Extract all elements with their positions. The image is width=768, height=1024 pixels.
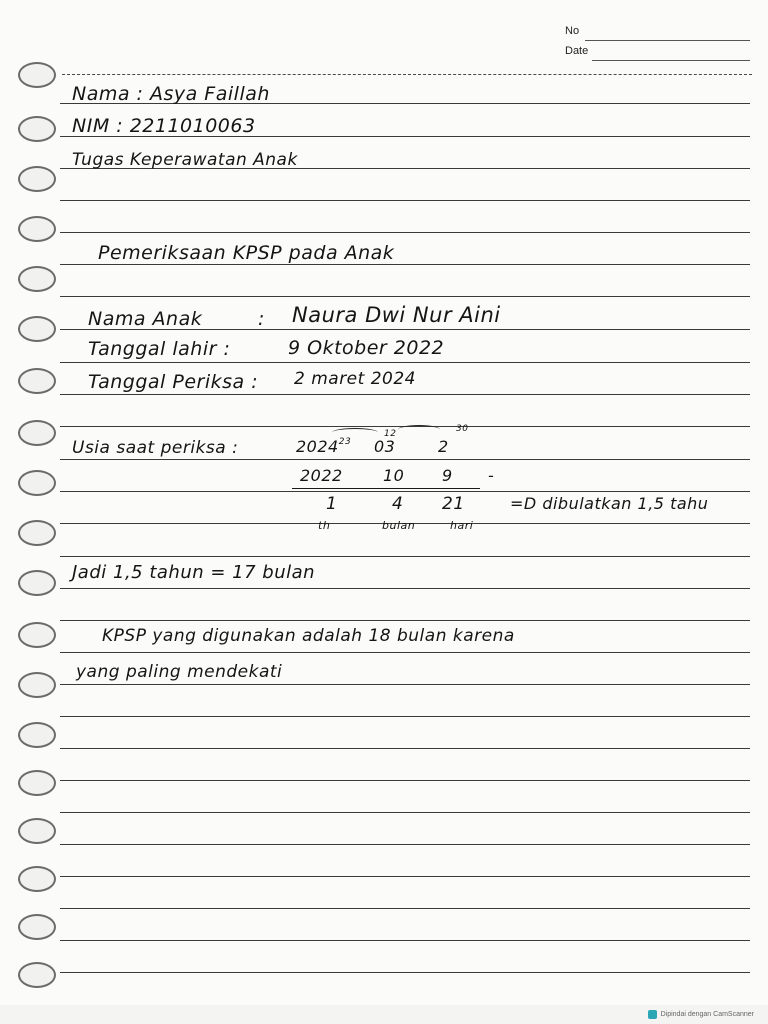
binder-hole bbox=[18, 866, 56, 892]
binder-hole bbox=[18, 914, 56, 940]
calc-row1-month-sup: 12 bbox=[384, 429, 397, 439]
calc-row1-year: 2024$^{23}$ bbox=[296, 437, 352, 456]
ruled-line bbox=[60, 748, 750, 749]
conclusion-line: Jadi 1,5 tahun = 17 bulan bbox=[72, 562, 316, 583]
calc-row2-day: 9 bbox=[442, 466, 453, 485]
assignment-title: Tugas Keperawatan Anak bbox=[72, 150, 298, 170]
calc-result-month: 4 bbox=[392, 494, 404, 514]
binder-hole bbox=[18, 722, 56, 748]
exam-date-label: Tanggal Periksa : bbox=[88, 371, 259, 393]
kpsp-line-2: yang paling mendekati bbox=[76, 662, 283, 682]
binder-hole bbox=[18, 216, 56, 242]
binder-hole bbox=[18, 266, 56, 292]
ruled-line bbox=[60, 940, 750, 941]
date-line bbox=[592, 60, 750, 61]
calc-result-day: 21 bbox=[442, 494, 465, 514]
binder-hole bbox=[18, 116, 56, 142]
calc-row1-day: 2 bbox=[438, 437, 449, 456]
binder-hole bbox=[18, 520, 56, 546]
unit-day: hari bbox=[450, 519, 474, 532]
ruled-line bbox=[60, 908, 750, 909]
ruled-line bbox=[60, 588, 750, 589]
binder-hole bbox=[18, 622, 56, 648]
binder-hole bbox=[18, 316, 56, 342]
page-heading: Pemeriksaan KPSP pada Anak bbox=[98, 242, 395, 264]
binder-hole bbox=[18, 420, 56, 446]
child-name-label: Nama Anak bbox=[88, 308, 203, 330]
binder-hole bbox=[18, 818, 56, 844]
ruled-line bbox=[60, 684, 750, 685]
student-name: Nama : Asya Faillah bbox=[72, 83, 270, 105]
calc-row1-day-sup: 30 bbox=[456, 424, 469, 434]
child-name-colon: : bbox=[258, 308, 265, 330]
ruled-line bbox=[60, 812, 750, 813]
unit-year: th bbox=[318, 519, 331, 532]
no-label: No bbox=[565, 25, 580, 37]
ruled-line bbox=[60, 716, 750, 717]
birth-date-value: 9 Oktober 2022 bbox=[288, 337, 445, 359]
ruled-line bbox=[60, 362, 750, 363]
calc-result-year: 1 bbox=[326, 494, 338, 514]
borrow-arc bbox=[332, 428, 378, 437]
binder-hole bbox=[18, 470, 56, 496]
ruled-line bbox=[60, 876, 750, 877]
binder-hole bbox=[18, 368, 56, 394]
borrow-arc bbox=[398, 425, 440, 434]
calc-rounding-note: =D dibulatkan 1,5 tahu bbox=[510, 494, 709, 513]
ruled-line bbox=[60, 394, 750, 395]
ruled-line bbox=[60, 556, 750, 557]
ruled-line bbox=[60, 780, 750, 781]
ruled-line bbox=[60, 972, 750, 973]
calc-row2-year: 2022 bbox=[300, 466, 343, 485]
ruled-line bbox=[60, 652, 750, 653]
scanner-text: Dipindai dengan CamScanner bbox=[660, 1011, 754, 1018]
binder-hole bbox=[18, 570, 56, 596]
top-margin-line bbox=[62, 74, 752, 75]
binder-hole bbox=[18, 770, 56, 796]
ruled-line bbox=[60, 200, 750, 201]
no-line bbox=[585, 40, 750, 41]
ruled-line bbox=[60, 232, 750, 233]
ruled-line bbox=[60, 264, 750, 265]
binder-hole bbox=[18, 672, 56, 698]
binder-hole bbox=[18, 962, 56, 988]
exam-date-value: 2 maret 2024 bbox=[294, 369, 416, 389]
ruled-line bbox=[60, 844, 750, 845]
calc-row1-month: 03 bbox=[374, 437, 396, 456]
age-calc-label: Usia saat periksa : bbox=[72, 438, 239, 458]
binder-hole bbox=[18, 62, 56, 88]
kpsp-line-1: KPSP yang digunakan adalah 18 bulan karena bbox=[102, 626, 515, 646]
ruled-line bbox=[60, 620, 750, 621]
calc-row2-month: 10 bbox=[383, 466, 405, 485]
student-nim: NIM : 2211010063 bbox=[72, 115, 256, 137]
ruled-line bbox=[60, 459, 750, 460]
unit-month: bulan bbox=[382, 519, 416, 532]
camscanner-icon bbox=[648, 1010, 657, 1019]
calc-sum-line bbox=[292, 488, 480, 489]
birth-date-label: Tanggal lahir : bbox=[88, 338, 231, 360]
binder-hole bbox=[18, 166, 56, 192]
ruled-line bbox=[60, 491, 750, 492]
scanner-footer bbox=[648, 1010, 754, 1019]
child-name-value: Naura Dwi Nur Aini bbox=[292, 303, 501, 327]
calc-minus-sign: - bbox=[488, 466, 495, 485]
ruled-line bbox=[60, 296, 750, 297]
date-label: Date bbox=[565, 45, 589, 57]
